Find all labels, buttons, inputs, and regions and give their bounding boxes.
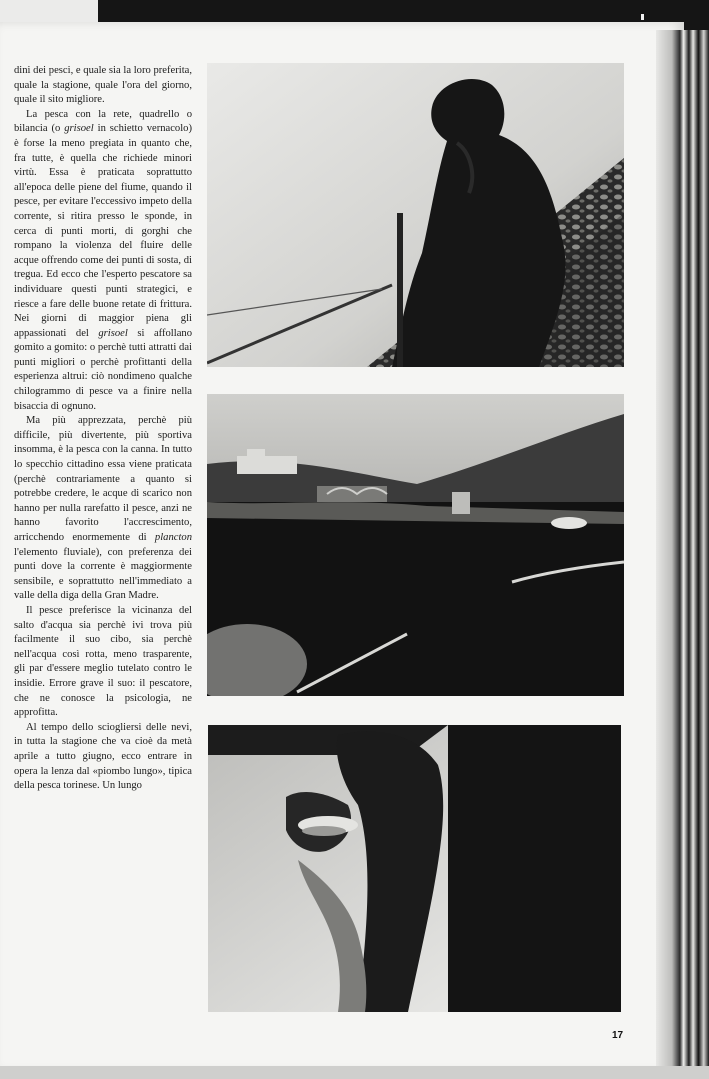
italic-term: grisoel (64, 123, 94, 135)
paragraph-text: Il pesce preferisce la vicinanza del salto d'acqua sia perchè ivi trova più facilmente il suo cibo, sia perchè nell'acqua così rotta, meno trasparente, gli par d'essere meglio tutelato contro le insidie. Errore grave il suo: il pescatore, che ne conosce la psicologia, ne approfitta. (14, 604, 192, 719)
paragraph-text: Ma più apprezzata, perchè più difficile, più divertente, più sportiva insomma, è la pesca con la canna. In tutto lo specchio cittadino essa viene praticata (perchè contrariamente a quanto si potrebbe credere, le acque di scarico non hanno per nulla rarefatto il pesce, anzi ne hanno favorito l'accrescimento, arricchendo enormemente di (14, 415, 192, 543)
paragraph-text: dini dei pesci, e quale sia la loro preferita, quale la stagione, quale l'ora del giorno, quale il sito migliore. (14, 65, 192, 106)
book-spine (656, 30, 709, 1079)
paragraph-text: in schietto vernacolo) è forse la meno pregiata in quanto che, fra tutte, è quella che richiede minori virtù. Essa è praticata soprattutto all'epoca delle piene del fiume, quando il pesce, per evitare l'eccessivo impeto della corrente, si ritira presso le sponde, in cerca di punti morti, di gorghi che rompano la violenza del fluire delle acque offrendo come dei punti di sosta, di tregua. Ed ecco che l'esperto pescatore sa individuare questi punti strategici, e riesce a fare delle buone retate di frittura. Nei giorni di maggior piena gli appassionati del (14, 123, 192, 339)
article-paragraph (14, 721, 192, 794)
scan-bottom-margin (0, 1066, 709, 1079)
article-text-column (14, 64, 192, 794)
article-paragraph (14, 604, 192, 721)
article-paragraph (14, 108, 192, 414)
photo-fisherman-on-bank (207, 63, 624, 367)
photo-river-bridge (207, 394, 624, 696)
paragraph-text: Al tempo dello sciogliersi delle nevi, in tutta la stagione che va cioè da metà aprile a tutto giugno, ecco entrare in opera la lenza dal «piombo lungo», tipica della pesca torinese. Un lungo (14, 721, 192, 792)
scan-mark (641, 14, 644, 20)
photo-hand-with-fish (208, 725, 621, 1012)
article-paragraph (14, 414, 192, 604)
italic-term: grisoel (98, 327, 128, 339)
paragraph-text: si affollano gomito a gomito: o perchè tutti attratti dai punti migliori o perchè profittanti della esperienza altrui: ciò nondimeno qualche chilogrammo di pesce va a finire nella bisaccia di ognuno. (14, 327, 192, 412)
paragraph-text: l'elemento fluviale), con preferenza dei punti dove la corrente è maggiormente sensibile, e soprattutto nell'immediato a valle della diga della Gran Madre. (14, 546, 192, 602)
article-paragraph (14, 64, 192, 108)
page-number: 17 (612, 1030, 624, 1041)
italic-term: plancton (154, 532, 192, 543)
paragraph-text: La pesca con la rete, quadrello o bilancia (o (14, 108, 192, 135)
